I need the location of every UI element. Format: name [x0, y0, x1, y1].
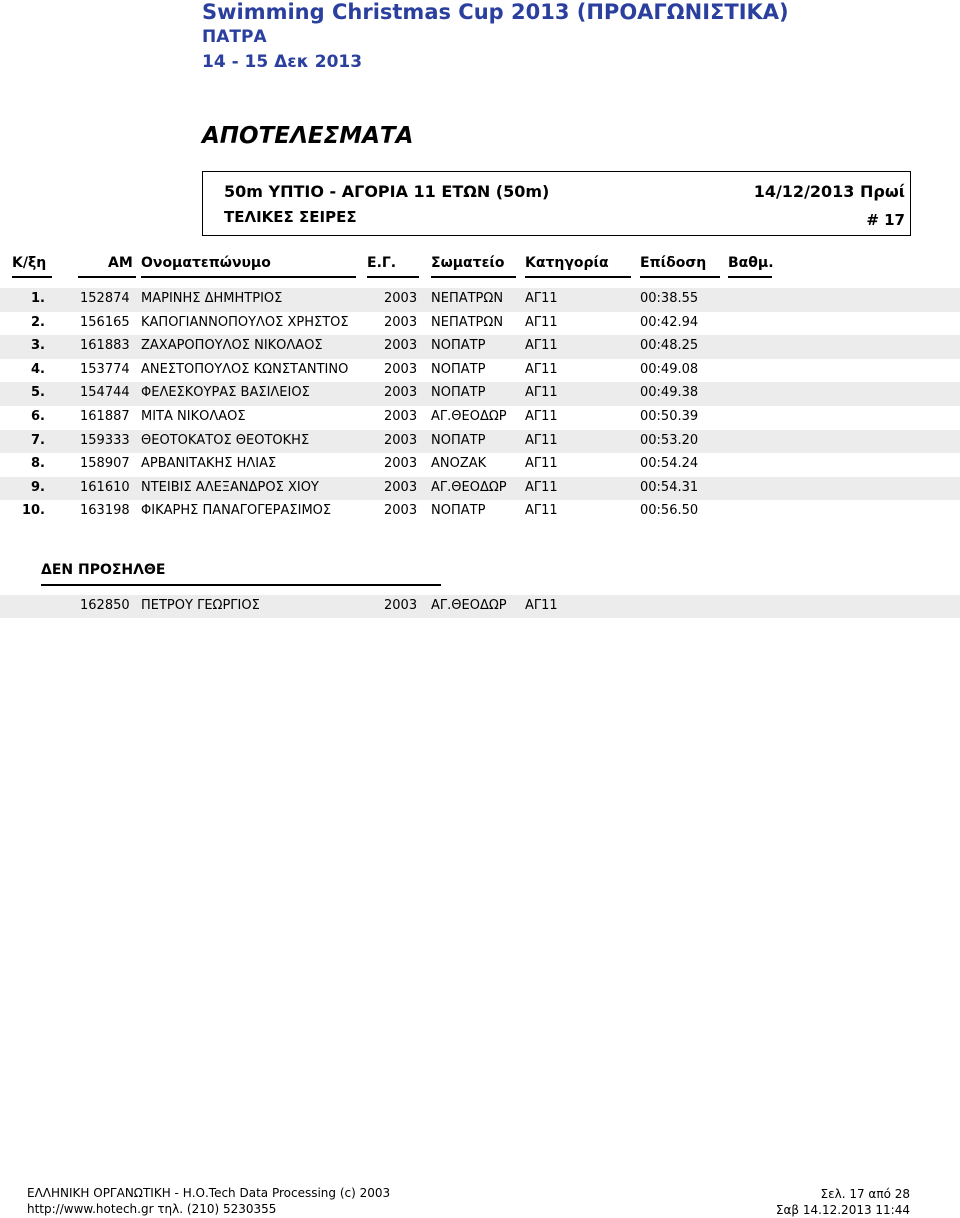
footer-contact: http://www.hotech.gr τηλ. (210) 5230355: [27, 1202, 277, 1216]
event-box: [202, 171, 911, 236]
result-club: ΝΕΠΑΤΡΩΝ: [431, 291, 504, 306]
column-underline-points: [728, 276, 772, 278]
dns-am: 162850: [80, 598, 130, 613]
result-year: 2003: [384, 456, 418, 472]
result-category: ΑΓ11: [525, 408, 558, 424]
result-category: ΑΓ11: [525, 385, 558, 401]
result-time: 00:53.20: [640, 432, 699, 448]
result-am: 161610: [80, 479, 130, 495]
result-time: 00:48.25: [640, 338, 699, 354]
result-am: 152874: [80, 291, 130, 306]
result-name: ΑΝΕΣΤΟΠΟΥΛΟΣ ΚΩΝΣΤΑΝΤΙΝΟ: [141, 361, 349, 377]
result-rank: 9.: [31, 479, 45, 495]
column-header-am: ΑΜ: [108, 255, 133, 271]
table-row: [0, 430, 960, 454]
column-underline-category: [525, 276, 631, 278]
result-name: ΜΙΤΑ ΝΙΚΟΛΑΟΣ: [141, 408, 246, 424]
result-club: ΑΓ.ΘΕΟΔΩΡ: [431, 408, 507, 424]
result-category: ΑΓ11: [525, 503, 558, 519]
result-name: ΝΤΕΙΒΙΣ ΑΛΕΞΑΝΔΡΟΣ ΧΙΟΥ: [141, 479, 319, 495]
result-rank: 10.: [21, 503, 45, 519]
result-am: 158907: [80, 456, 130, 472]
column-header-name: Ονοματεπώνυμο: [141, 255, 271, 271]
dns-category: ΑΓ11: [525, 598, 558, 613]
result-year: 2003: [384, 291, 418, 306]
result-club: ΝΟΠΑΤΡ: [431, 338, 486, 354]
result-category: ΑΓ11: [525, 432, 558, 448]
result-club: ΝΟΠΑΤΡ: [431, 503, 486, 519]
footer-printed: Σαβ 14.12.2013 11:44: [775, 1203, 910, 1217]
table-row: [0, 500, 960, 524]
event-round: ΤΕΛΙΚΕΣ ΣΕΙΡΕΣ: [224, 208, 357, 226]
column-underline-am: [78, 276, 136, 278]
result-am: 156165: [80, 314, 130, 330]
column-underline-name: [141, 276, 356, 278]
table-row: [0, 406, 960, 430]
footer-page: Σελ. 17 από 28: [820, 1187, 910, 1201]
dns-club: ΑΓ.ΘΕΟΔΩΡ: [431, 598, 507, 613]
result-rank: 5.: [31, 385, 45, 401]
result-rank: 3.: [31, 338, 45, 354]
column-underline-year: [367, 276, 419, 278]
result-am: 153774: [80, 361, 130, 377]
result-club: ΝΟΠΑΤΡ: [431, 432, 486, 448]
result-year: 2003: [384, 314, 418, 330]
table-row: [0, 312, 960, 336]
results-table: [0, 288, 960, 524]
result-time: 00:38.55: [640, 291, 699, 306]
footer-org: ΕΛΛΗΝΙΚΗ ΟΡΓΑΝΩΤΙΚΗ - Η.Ο.Tech Data Processing (c) 2003: [27, 1186, 391, 1200]
results-heading: ΑΠΟΤΕΛΕΣΜΑΤΑ: [202, 123, 414, 149]
result-am: 159333: [80, 432, 130, 448]
column-header-time: Επίδοση: [640, 255, 707, 271]
event-number: # 17: [866, 211, 905, 229]
result-club: ΑΝΟΖΑΚ: [431, 456, 487, 472]
result-time: 00:42.94: [640, 314, 699, 330]
result-category: ΑΓ11: [525, 456, 558, 472]
result-category: ΑΓ11: [525, 361, 558, 377]
result-year: 2003: [384, 479, 418, 495]
event-name: 50m ΥΠΤΙΟ - ΑΓΟΡΙΑ 11 ΕΤΩΝ (50m): [224, 182, 550, 201]
result-name: ΘΕΟΤΟΚΑΤΟΣ ΘΕΟΤΟΚΗΣ: [141, 432, 310, 448]
result-club: ΝΕΠΑΤΡΩΝ: [431, 314, 504, 330]
table-row: [0, 335, 960, 359]
result-am: 154744: [80, 385, 130, 401]
result-name: ΑΡΒΑΝΙΤΑΚΗΣ ΗΛΙΑΣ: [141, 456, 277, 472]
result-rank: 6.: [31, 408, 45, 424]
result-am: 161883: [80, 338, 130, 354]
meet-city: ΠΑΤΡΑ: [202, 27, 267, 47]
result-am: 163198: [80, 503, 130, 519]
result-year: 2003: [384, 361, 418, 377]
result-time: 00:54.31: [640, 479, 699, 495]
result-rank: 1.: [31, 291, 45, 306]
result-year: 2003: [384, 408, 418, 424]
column-underline-time: [640, 276, 720, 278]
dns-underline: [41, 584, 441, 586]
table-row: [0, 477, 960, 501]
result-rank: 8.: [31, 456, 45, 472]
result-name: ΖΑΧΑΡΟΠΟΥΛΟΣ ΝΙΚΟΛΑΟΣ: [141, 338, 323, 354]
result-rank: 4.: [31, 361, 45, 377]
result-time: 00:56.50: [640, 503, 699, 519]
column-header-points: Βαθμ.: [728, 255, 774, 271]
result-club: ΝΟΠΑΤΡ: [431, 361, 486, 377]
table-row: [0, 288, 960, 312]
result-time: 00:49.08: [640, 361, 699, 377]
result-name: ΦΕΛΕΣΚΟΥΡΑΣ ΒΑΣΙΛΕΙΟΣ: [141, 385, 310, 401]
column-header-category: Κατηγορία: [525, 255, 609, 271]
result-year: 2003: [384, 432, 418, 448]
result-category: ΑΓ11: [525, 479, 558, 495]
result-category: ΑΓ11: [525, 291, 558, 306]
result-club: ΑΓ.ΘΕΟΔΩΡ: [431, 479, 507, 495]
result-rank: 7.: [31, 432, 45, 448]
dns-name: ΠΕΤΡΟΥ ΓΕΩΡΓΙΟΣ: [141, 598, 260, 613]
meet-dates: 14 - 15 Δεκ 2013: [202, 52, 363, 72]
dns-year: 2003: [384, 598, 418, 613]
column-header-club: Σωματείο: [431, 255, 505, 271]
column-underline-rank: [12, 276, 52, 278]
event-date: 14/12/2013 Πρωί: [753, 182, 905, 201]
result-time: 00:50.39: [640, 408, 699, 424]
column-header-rank: Κ/ξη: [12, 255, 47, 271]
result-name: ΚΑΠΟΓΙΑΝΝΟΠΟΥΛΟΣ ΧΡΗΣΤΟΣ: [141, 314, 349, 330]
result-am: 161887: [80, 408, 130, 424]
result-category: ΑΓ11: [525, 314, 558, 330]
dns-row: [0, 595, 960, 618]
meet-title: Swimming Christmas Cup 2013 (ΠΡΟΑΓΩΝΙΣΤΙΚΑ): [202, 0, 789, 24]
result-time: 00:54.24: [640, 456, 699, 472]
table-row: [0, 453, 960, 477]
table-row: [0, 359, 960, 383]
result-year: 2003: [384, 338, 418, 354]
result-time: 00:49.38: [640, 385, 699, 401]
result-year: 2003: [384, 503, 418, 519]
dns-title: ΔΕΝ ΠΡΟΣΗΛΘΕ: [41, 562, 166, 578]
table-row: [0, 382, 960, 406]
result-club: ΝΟΠΑΤΡ: [431, 385, 486, 401]
result-name: ΜΑΡΙΝΗΣ ΔΗΜΗΤΡΙΟΣ: [141, 291, 283, 306]
result-rank: 2.: [31, 314, 45, 330]
column-header-year: Ε.Γ.: [367, 255, 397, 271]
result-year: 2003: [384, 385, 418, 401]
result-category: ΑΓ11: [525, 338, 558, 354]
result-name: ΦΙΚΑΡΗΣ ΠΑΝΑΓΟΓΕΡΑΣΙΜΟΣ: [141, 503, 332, 519]
column-underline-club: [431, 276, 516, 278]
